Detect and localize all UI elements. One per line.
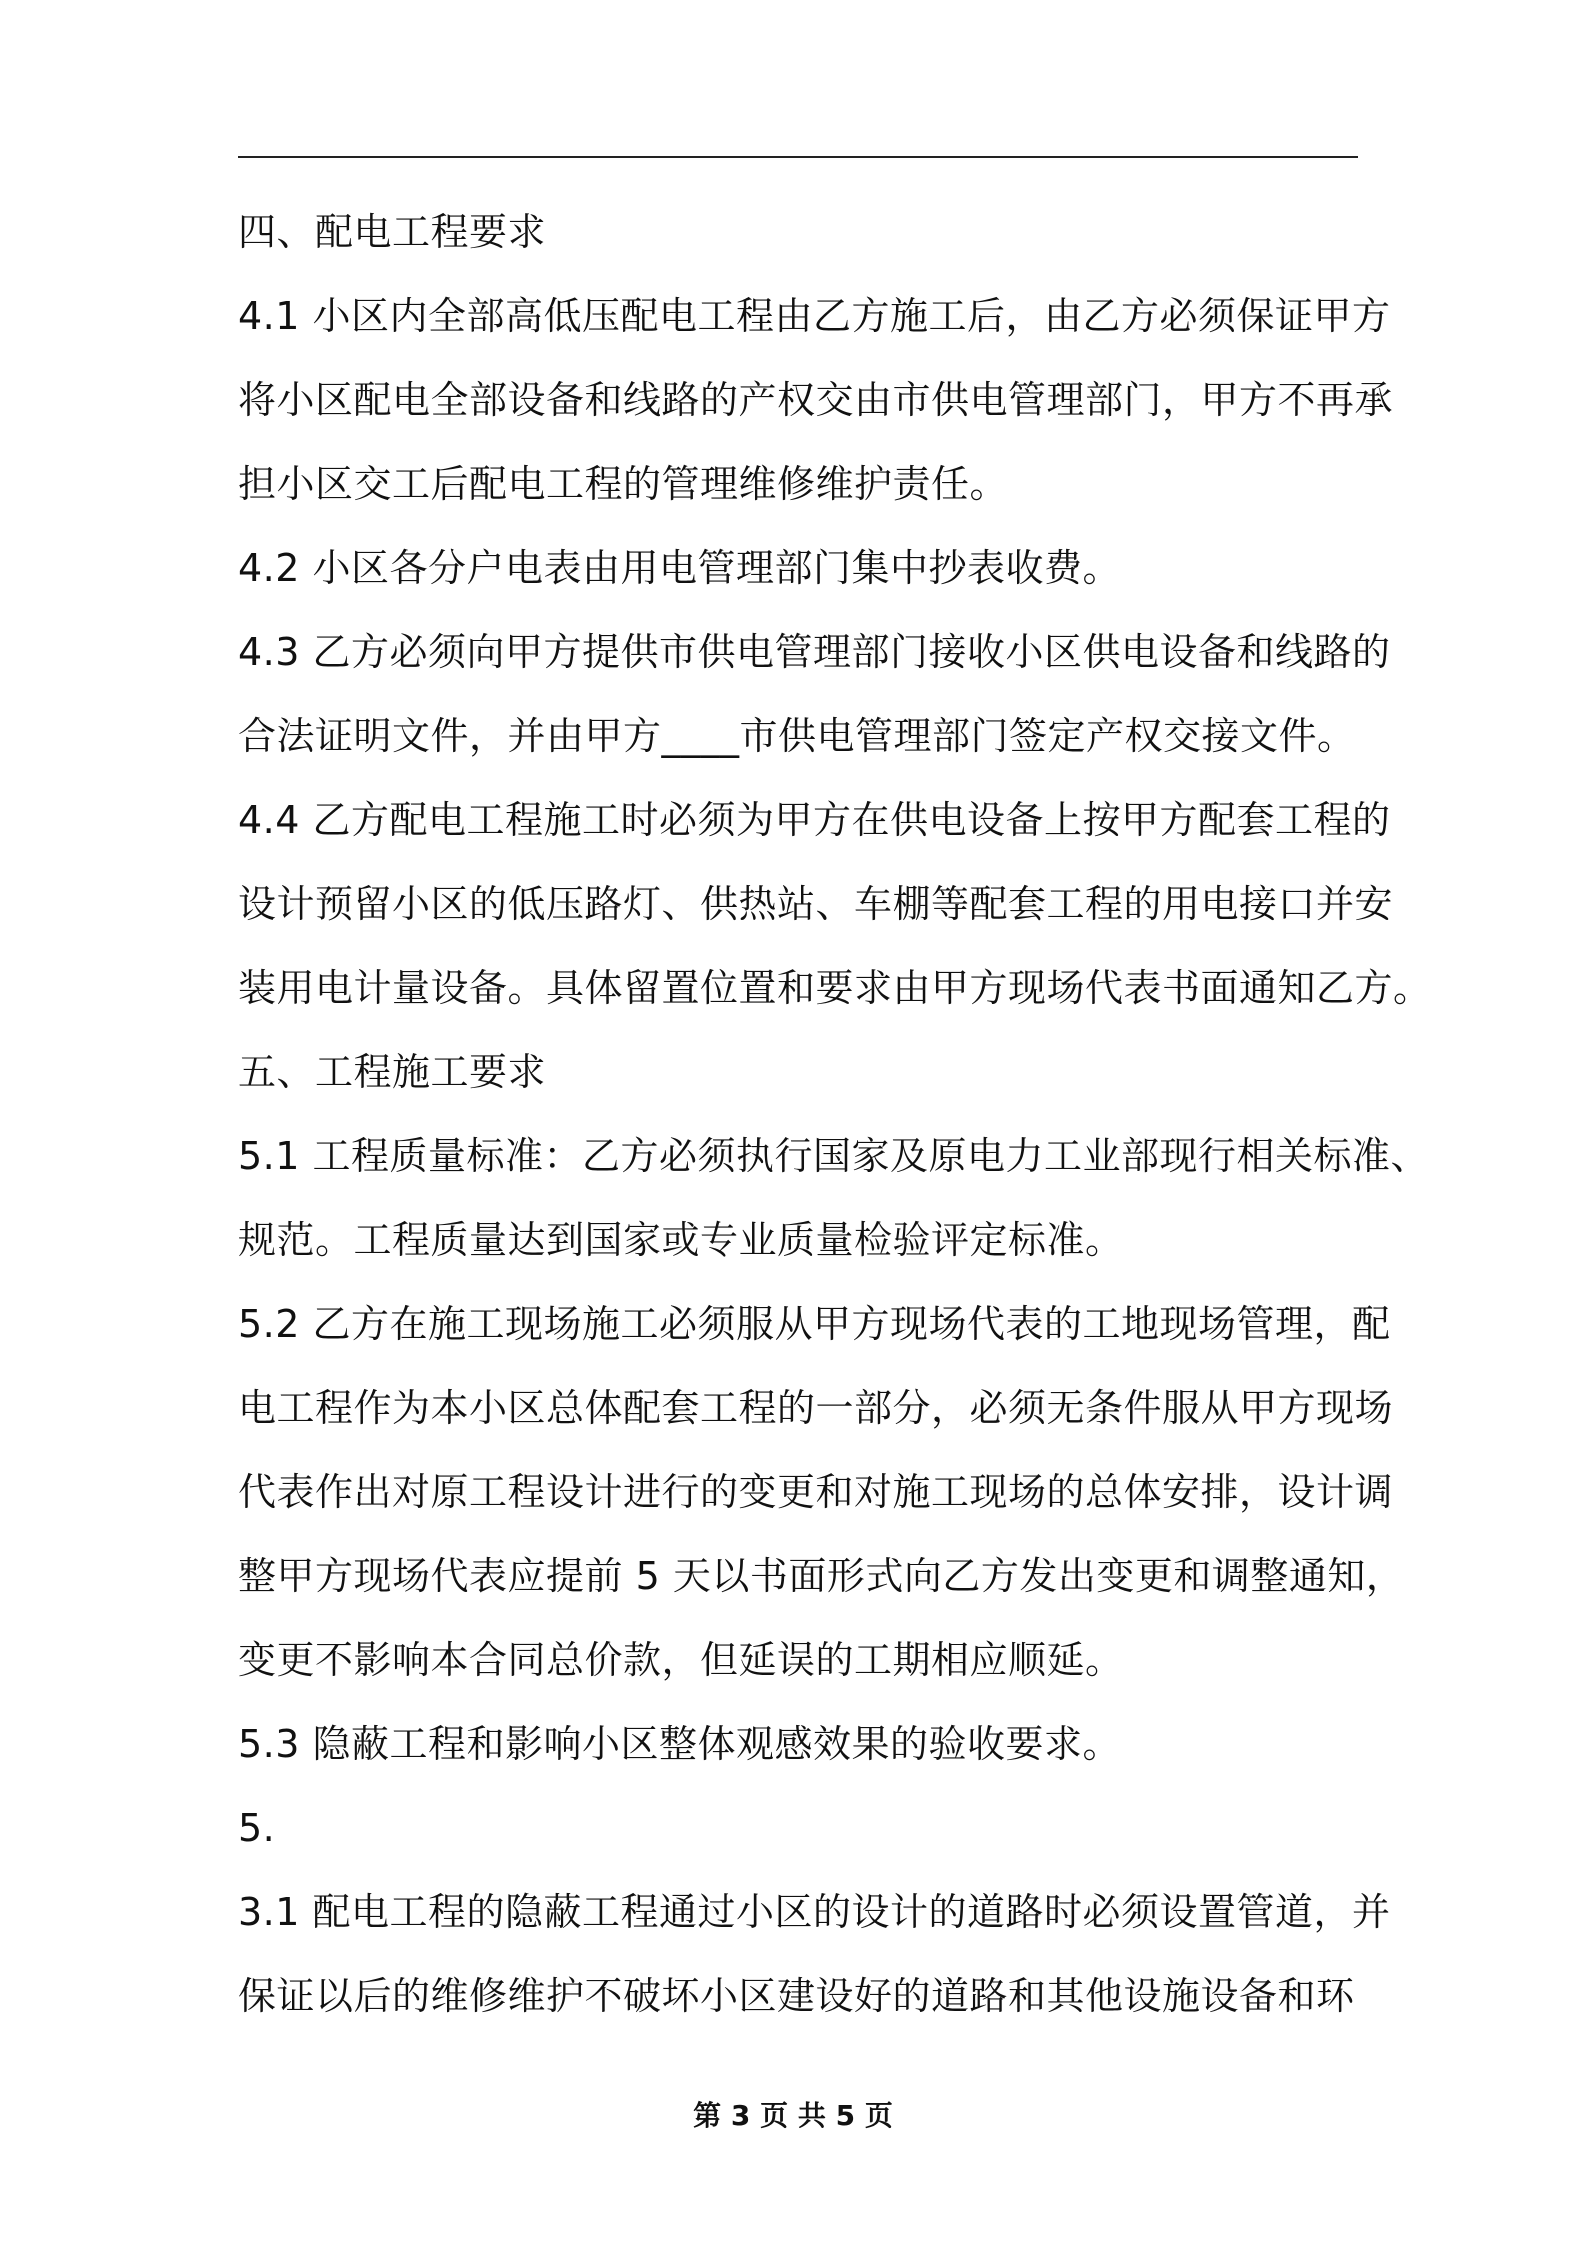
paragraph-line: 保证以后的维修维护不破坏小区建设好的道路和其他设施设备和环 <box>238 1974 1355 2018</box>
paragraph-line: 4.3 乙方必须向甲方提供市供电管理部门接收小区供电设备和线路的 <box>238 630 1391 674</box>
paragraph-line: 代表作出对原工程设计进行的变更和对施工现场的总体安排，设计调 <box>238 1470 1394 1514</box>
paragraph-line: 5.3 隐蔽工程和影响小区整体观感效果的验收要求。 <box>238 1722 1122 1766</box>
document-body <box>238 190 1432 2038</box>
paragraph-line: 担小区交工后配电工程的管理维修维护责任。 <box>238 462 1009 506</box>
header-rule <box>238 156 1358 158</box>
paragraph-line: 合法证明文件，并由甲方____市供电管理部门签定产权交接文件。 <box>238 714 1356 758</box>
paragraph-line: 4.4 乙方配电工程施工时必须为甲方在供电设备上按甲方配套工程的 <box>238 798 1391 842</box>
page-number-footer: 第 3 页 共 5 页 <box>693 2099 893 2132</box>
paragraph-line: 3.1 配电工程的隐蔽工程通过小区的设计的道路时必须设置管道，并 <box>238 1890 1391 1934</box>
paragraph-line: 5.1 工程质量标准：乙方必须执行国家及原电力工业部现行相关标准、 <box>238 1134 1430 1178</box>
paragraph-line: 变更不影响本合同总价款，但延误的工期相应顺延。 <box>238 1638 1124 1682</box>
paragraph-line: 将小区配电全部设备和线路的产权交由市供电管理部门，甲方不再承 <box>238 378 1394 422</box>
paragraph-line: 4.2 小区各分户电表由用电管理部门集中抄表收费。 <box>238 546 1122 590</box>
paragraph-line: 规范。工程质量达到国家或专业质量检验评定标准。 <box>238 1218 1124 1262</box>
section-heading-4: 四、配电工程要求 <box>238 210 547 254</box>
paragraph-line: 5.2 乙方在施工现场施工必须服从甲方现场代表的工地现场管理，配 <box>238 1302 1391 1346</box>
paragraph-line: 装用电计量设备。具体留置位置和要求由甲方现场代表书面通知乙方。 <box>238 966 1432 1010</box>
section-heading-5: 五、工程施工要求 <box>238 1050 547 1094</box>
paragraph-line: 电工程作为本小区总体配套工程的一部分，必须无条件服从甲方现场 <box>238 1386 1394 1430</box>
paragraph-line: 4.1 小区内全部高低压配电工程由乙方施工后，由乙方必须保证甲方 <box>238 294 1391 338</box>
paragraph-line: 5. <box>238 1806 276 1850</box>
paragraph-line: 整甲方现场代表应提前 5 天以书面形式向乙方发出变更和调整通知， <box>238 1554 1405 1598</box>
paragraph-line: 设计预留小区的低压路灯、供热站、车棚等配套工程的用电接口并安 <box>238 882 1394 926</box>
